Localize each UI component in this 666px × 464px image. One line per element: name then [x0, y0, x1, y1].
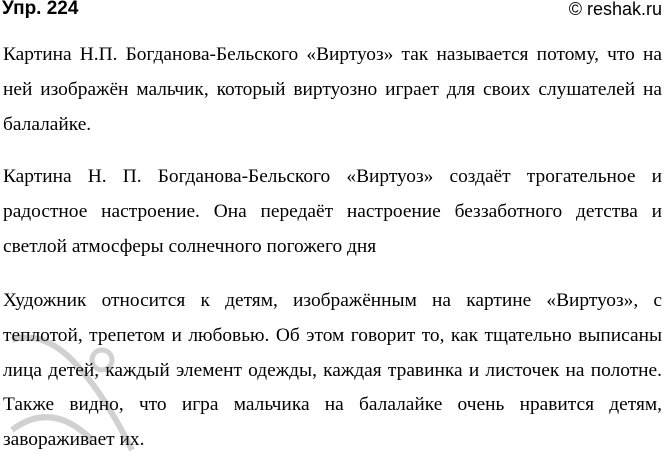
site-credit: © reshak.ru — [568, 0, 662, 19]
exercise-number: Упр. 224 — [2, 0, 79, 19]
answer-paragraph-3: Художник относится к детям, изображённым на картине «Виртуоз», с теплотой, трепетом и любовью. Об этом говорит то, как тщательно выписаны лица детей, каждый элемент одежды, каждая травинка и листочек на полотне. Также видно, что игра мальчика на балалайке очень нравится детям, завораживает их. — [3, 290, 662, 451]
answer-paragraph-1: Картина Н.П. Богданова-Бельского «Виртуоз» так называется потому, что на ней изображён мальчик, который виртуозно играет для своих слушателей на балалайке. — [3, 44, 662, 135]
page-header — [0, 0, 666, 24]
answer-paragraph-2: Картина Н. П. Богданова-Бельского «Виртуоз» создаёт трогательное и радостное настроение. Она передаёт настроение беззаботного детства и светлой атмосферы солнечного погожего дня — [3, 166, 662, 257]
